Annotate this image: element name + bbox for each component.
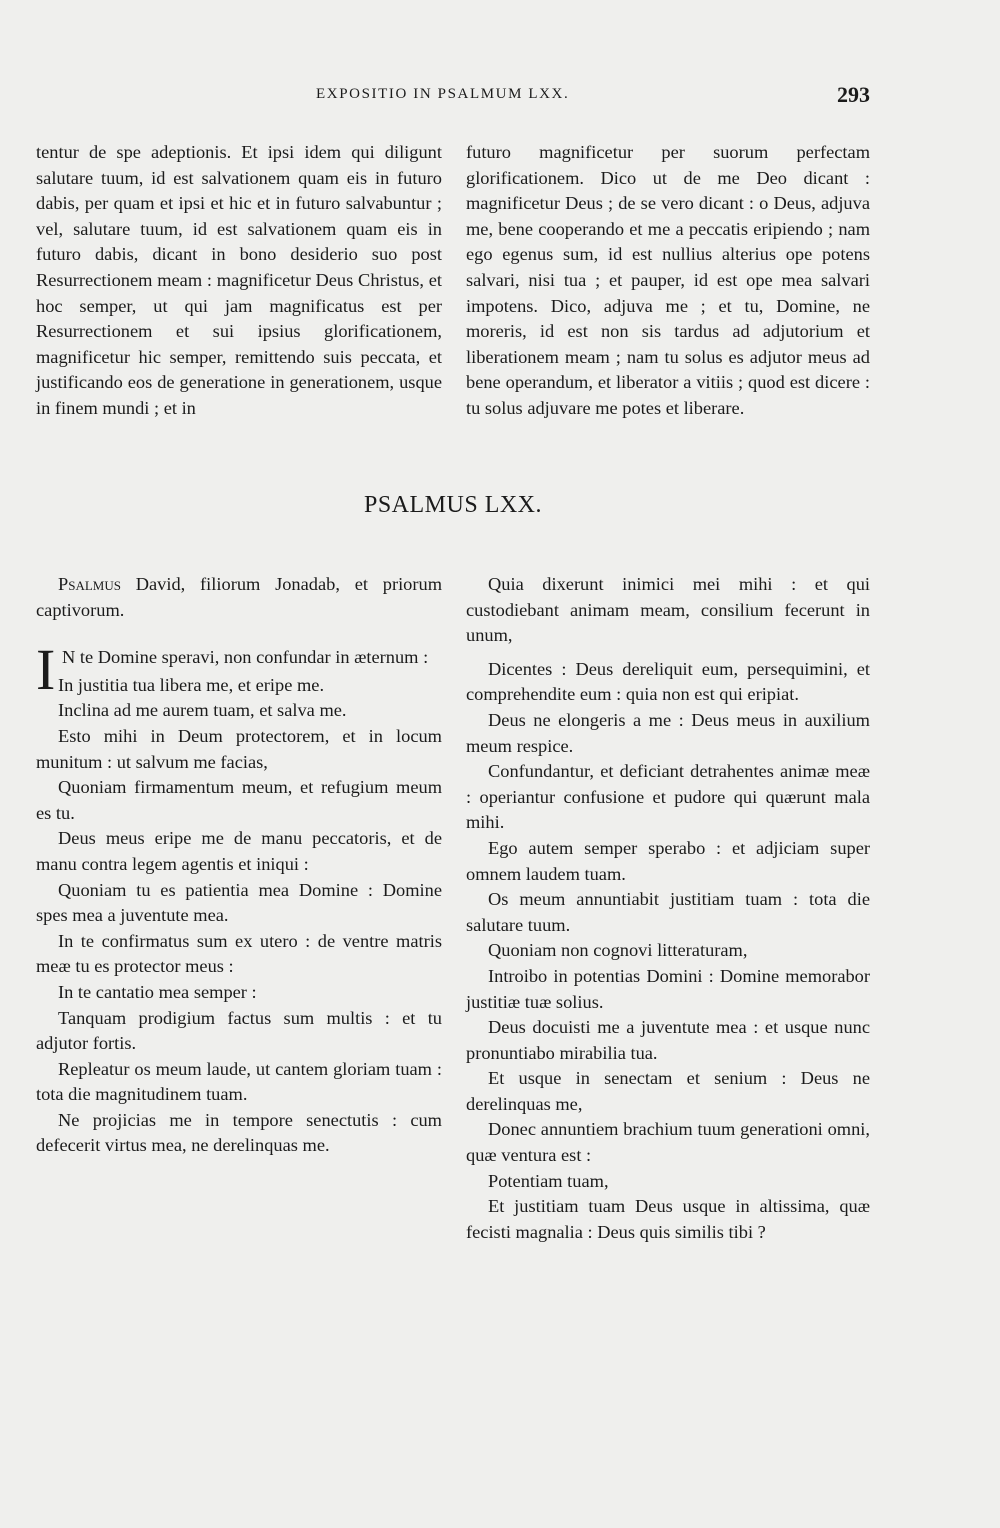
verse: Potentiam tuam, <box>488 1170 609 1191</box>
verse: Ego autem semper sperabo : et adjiciam super omnem laudem tuam. <box>466 837 870 884</box>
psalm-left-column <box>36 572 442 1159</box>
psalm-right-column <box>466 572 870 1245</box>
verse: In justitia tua libera me, et eripe me. <box>58 674 325 695</box>
verse: Et usque in senectam et senium : Deus ne derelinquas me, <box>466 1068 870 1114</box>
psalm-title-rest: David, filiorum Jonadab, et priorum captivorum. <box>36 574 442 620</box>
verse: In te cantatio mea semper : <box>58 981 257 1002</box>
verse: Quoniam tu es patientia mea Domine : Domine spes mea a juventute mea. <box>36 879 442 926</box>
page-number: 293 <box>837 82 870 107</box>
verse: Deus docuisti me a juventute mea : et usque nunc pronuntiabo mirabilia tua. <box>466 1017 870 1063</box>
psalm-title-smallcaps: Psalmus <box>58 574 121 594</box>
verse: Confundantur, et deficiant detrahentes animæ meæ : operiantur confusione et pudore qui quærunt mala mihi. <box>466 761 870 833</box>
verse: Esto mihi in Deum protectorem, et in locum munitum : ut salvum me facias, <box>36 725 442 772</box>
verse: Tanquam prodigium factus sum multis : et tu adjutor fortis. <box>36 1007 442 1054</box>
verse: Ne projicias me in tempore senectutis : cum defecerit virtus mea, ne derelinquas me. <box>36 1109 442 1156</box>
verse: Donec annuntiem brachium tuum generationi omni, quæ ventura est : <box>466 1119 870 1166</box>
verse: Quoniam non cognovi litteraturam, <box>488 940 748 961</box>
verse: Inclina ad me aurem tuam, et salva me. <box>58 700 347 721</box>
page-header <box>36 82 870 112</box>
verse: In te confirmatus sum ex utero : de ventre matris meæ tu es protector meus : <box>36 930 442 977</box>
verse: Et justitiam tuam Deus usque in altissima, quæ fecisti magnalia : Deus quis similis tibi ? <box>466 1196 870 1242</box>
commentary-right-text: futuro magnificetur per suorum perfectam glorificationem. Dico ut de me Deo dicant : magnificetur Deus ; de se vero dicant : o Deus, adjuva me, bene cooperando et me a peccatis eripiendo ; nam ego egenus sum, id est nullius alterius ope potens salvari, nisi tua ; et pauper, id est ope mea salvari impotens. Dico, adjuva me ; et tu, Domine, ne moreris, id est non sis tardus ad adjutorium et liberationem meam ; nam tu solus es adjutor meus ad bene operandum, et liberator a vitiis ; quod est dicere : tu solus adjuvare me potes et liberare. <box>466 142 870 418</box>
verse: Os meum annuntiabit justitiam tuam : tota die salutare tuum. <box>466 889 870 935</box>
commentary-right-column <box>466 140 870 422</box>
psalm-heading: PSALMUS LXX. <box>363 492 543 518</box>
verse: Dicentes : Deus dereliquit eum, persequimini, et comprehendite eum : quia non est qui eripiat. <box>466 658 870 705</box>
verse: Introibo in potentias Domini : Domine memorabor justitiæ tuæ solius. <box>466 965 870 1012</box>
running-title: EXPOSITIO IN PSALMUM LXX. <box>316 86 570 102</box>
verse: Quoniam firmamentum meum, et refugium meum es tu. <box>36 777 442 823</box>
verse: Deus ne elongeris a me : Deus meus in auxilium meum respice. <box>466 709 870 756</box>
commentary-left-column <box>36 140 442 422</box>
verse: Quia dixerunt inimici mei mihi : et qui custodiebant animam meam, consilium fecerunt in unum, <box>466 574 870 646</box>
verse: Repleatur os meum laude, ut cantem gloriam tuam : tota die magnitudinem tuam. <box>36 1058 442 1105</box>
drop-cap: I <box>36 637 56 703</box>
psalm-title <box>36 572 442 623</box>
first-verse-text: N te Domine speravi, non confundar in æternum : <box>62 647 429 668</box>
verse: Deus meus eripe me de manu peccatoris, et de manu contra legem agentis et iniqui : <box>36 828 442 874</box>
commentary-left-text: tentur de spe adeptionis. Et ipsi idem qui diligunt salutare tuum, id est salvationem quam eis in futuro dabis, per quam et ipsi et hic et in futuro salvabuntur ; vel, salutare tuum, id est salvationem quam eis in futuro dabis, dicant in bono desiderio suo post Resurrectionem meam : magnificetur Deus Christus, et hoc semper, ut qui jam magnificatus est per Resurrectionem et sui ipsius glorificationem, magnificetur hic semper, remittendo suis peccata, et justificando eos de generatione in generationem, usque in finem mundi ; et in <box>36 142 442 418</box>
